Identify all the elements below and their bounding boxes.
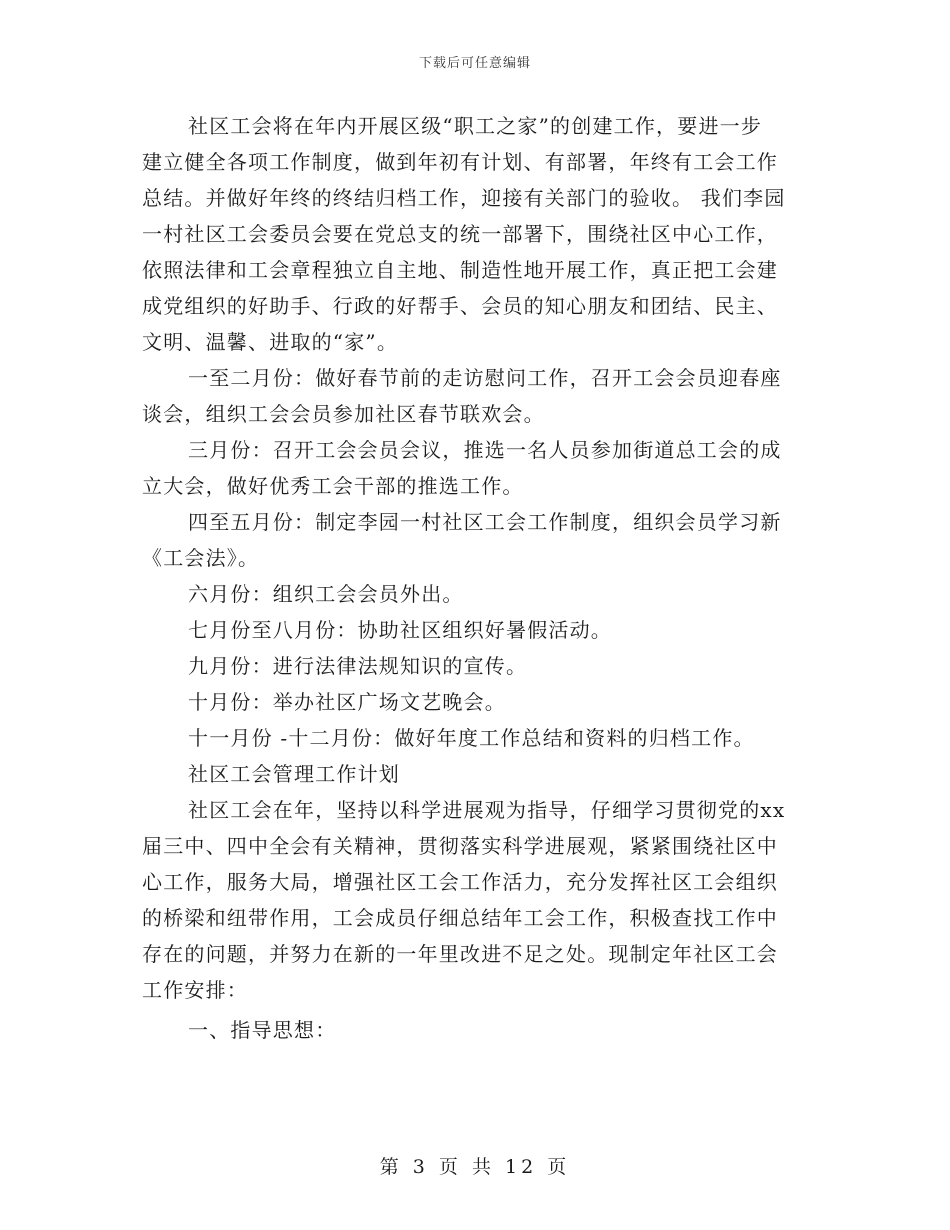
paragraph-2 bbox=[142, 360, 808, 432]
document-body bbox=[142, 108, 808, 1048]
text-line: 社区工会在年，坚持以科学进展观为指导，仔细学习贯彻党的xx bbox=[188, 798, 786, 822]
text-line: 一至二月份：做好春节前的走访慰问工作，召开工会会员迎春座 bbox=[188, 366, 782, 390]
paragraph-7: 九月份：进行法律法规知识的宣传。 bbox=[188, 654, 528, 678]
text-line: 社区工会将在年内开展区级“职工之家”的创建工作，要进一步 bbox=[188, 114, 763, 138]
paragraph-11 bbox=[142, 792, 808, 1008]
text-line: 《工会法》。 bbox=[142, 546, 260, 570]
text-line: 存在的问题，并努力在新的一年里改进不足之处。现制定年社区工会 bbox=[142, 942, 778, 966]
text-line: 心工作，服务大局，增强社区工会工作活力，充分发挥社区工会组织 bbox=[142, 870, 778, 894]
text-line: 届三中、四中全会有关精神，贯彻落实科学进展观，紧紧围绕社区中 bbox=[142, 834, 778, 858]
paragraph-1 bbox=[142, 108, 808, 360]
text-line: 文明、温馨、进取的“家”。 bbox=[142, 330, 399, 354]
paragraph-9: 十一月份 -十二月份：做好年度工作总结和资料的归档工作。 bbox=[188, 726, 755, 750]
page-number: 第 3 页 共 12 页 bbox=[379, 1156, 571, 1178]
text-line: 的桥梁和纽带作用，工会成员仔细总结年工会工作，积极查找工作中 bbox=[142, 906, 778, 930]
text-line: 谈会，组织工会会员参加社区春节联欢会。 bbox=[142, 402, 545, 426]
paragraph-3 bbox=[142, 432, 808, 504]
text-line: 一村社区工会委员会要在党总支的统一部署下，围绕社区中心工作， bbox=[142, 222, 778, 246]
page-header: 下载后可任意编辑 bbox=[418, 56, 531, 71]
paragraph-6: 七月份至八月份：协助社区组织好暑假活动。 bbox=[188, 618, 612, 642]
text-line: 建立健全各项工作制度，做到年初有计划、有部署，年终有工会工作 bbox=[142, 150, 778, 174]
paragraph-4 bbox=[142, 504, 808, 576]
paragraph-8: 十月份：举办社区广场文艺晚会。 bbox=[188, 690, 506, 714]
text-line: 工作安排： bbox=[142, 978, 248, 1002]
text-line: 成党组织的好助手、行政的好帮手、会员的知心朋友和团结、民主、 bbox=[142, 294, 778, 318]
text-line: 依照法律和工会章程独立自主地、制造性地开展工作，真正把工会建 bbox=[142, 258, 778, 282]
text-line: 立大会，做好优秀工会干部的推选工作。 bbox=[142, 474, 524, 498]
section-heading: 一、指导思想： bbox=[188, 1018, 337, 1042]
text-line: 总结。并做好年终的终结归档工作，迎接有关部门的验收。 我们李园 bbox=[142, 186, 786, 210]
text-line: 四至五月份：制定李园一村社区工会工作制度，组织会员学习新 bbox=[188, 510, 782, 534]
text-line: 三月份：召开工会会员会议，推选一名人员参加街道总工会的成 bbox=[188, 438, 782, 462]
paragraph-5: 六月份：组织工会会员外出。 bbox=[188, 582, 464, 606]
section-title: 社区工会管理工作计划 bbox=[188, 762, 400, 786]
